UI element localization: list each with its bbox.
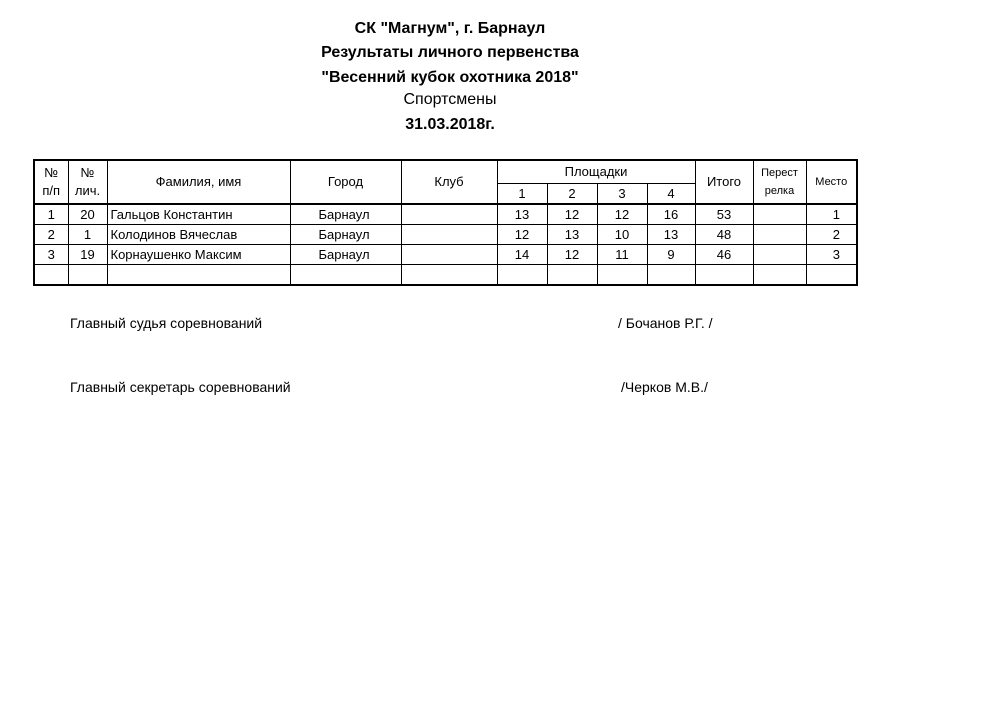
header-range-1: 1 bbox=[497, 184, 547, 205]
header-license bbox=[68, 160, 107, 204]
cell-range-1: 13 bbox=[497, 204, 547, 225]
cell-place: 1 bbox=[806, 204, 857, 225]
cell-total: 53 bbox=[695, 204, 753, 225]
cell-place: 3 bbox=[806, 245, 857, 265]
header-club: Клуб bbox=[401, 160, 497, 204]
results-title: Результаты личного первенства bbox=[321, 44, 579, 61]
cell-empty bbox=[497, 265, 547, 286]
table-row bbox=[34, 245, 857, 265]
cell-empty bbox=[597, 265, 647, 286]
table-row-empty bbox=[34, 265, 857, 286]
cell-range-4: 13 bbox=[647, 225, 695, 245]
header-city: Город bbox=[290, 160, 401, 204]
chief-secretary-name: /Черков М.В./ bbox=[621, 379, 708, 395]
cell-range-4: 9 bbox=[647, 245, 695, 265]
cell-empty bbox=[34, 265, 68, 286]
cell-club bbox=[401, 245, 497, 265]
header-ranges: Площадки bbox=[497, 160, 695, 184]
cell-range-3: 10 bbox=[597, 225, 647, 245]
header-range-2: 2 bbox=[547, 184, 597, 205]
cell-shootoff bbox=[753, 245, 806, 265]
cup-title: "Весенний кубок охотника 2018" bbox=[321, 69, 579, 86]
cell-empty bbox=[68, 265, 107, 286]
cell-empty bbox=[806, 265, 857, 286]
cell-range-4: 16 bbox=[647, 204, 695, 225]
results-table bbox=[33, 159, 858, 286]
cell-license: 20 bbox=[68, 204, 107, 225]
cell-range-2: 13 bbox=[547, 225, 597, 245]
cell-empty bbox=[647, 265, 695, 286]
cell-empty bbox=[547, 265, 597, 286]
cell-empty bbox=[107, 265, 290, 286]
cell-license: 1 bbox=[68, 225, 107, 245]
cell-place: 2 bbox=[806, 225, 857, 245]
cell-city: Барнаул bbox=[290, 245, 401, 265]
header-license-label: № лич. bbox=[74, 165, 101, 198]
category-title: Спортсмены bbox=[403, 91, 497, 108]
cell-range-3: 11 bbox=[597, 245, 647, 265]
org-title: СК "Магнум", г. Барнаул bbox=[354, 20, 546, 37]
cell-club bbox=[401, 225, 497, 245]
cell-total: 48 bbox=[695, 225, 753, 245]
cell-club bbox=[401, 204, 497, 225]
cell-shootoff bbox=[753, 204, 806, 225]
cell-empty bbox=[401, 265, 497, 286]
cell-name: Колодинов Вячеслав bbox=[107, 225, 290, 245]
chief-secretary-label: Главный секретарь соревнований bbox=[70, 379, 291, 395]
header-place: Место bbox=[806, 160, 857, 204]
cell-num: 2 bbox=[34, 225, 68, 245]
cell-range-3: 12 bbox=[597, 204, 647, 225]
cell-city: Барнаул bbox=[290, 225, 401, 245]
header-total: Итого bbox=[695, 160, 753, 204]
header-num-label: № п/п bbox=[42, 165, 61, 198]
header-shootoff: Перест релка bbox=[753, 160, 806, 204]
chief-judge-label: Главный судья соревнований bbox=[70, 315, 263, 331]
table-row bbox=[34, 204, 857, 225]
cell-range-2: 12 bbox=[547, 204, 597, 225]
cell-name: Корнаушенко Максим bbox=[107, 245, 290, 265]
header-range-4: 4 bbox=[647, 184, 695, 205]
cell-city: Барнаул bbox=[290, 204, 401, 225]
cell-license: 19 bbox=[68, 245, 107, 265]
chief-judge-name: / Бочанов Р.Г. / bbox=[618, 315, 713, 331]
header-range-3: 3 bbox=[597, 184, 647, 205]
event-date: 31.03.2018г. bbox=[405, 116, 495, 133]
cell-num: 3 bbox=[34, 245, 68, 265]
cell-empty bbox=[290, 265, 401, 286]
cell-empty bbox=[695, 265, 753, 286]
cell-name: Гальцов Константин bbox=[107, 204, 290, 225]
header-name: Фамилия, имя bbox=[107, 160, 290, 204]
cell-range-1: 12 bbox=[497, 225, 547, 245]
header-num bbox=[34, 160, 68, 204]
cell-empty bbox=[753, 265, 806, 286]
cell-total: 46 bbox=[695, 245, 753, 265]
cell-shootoff bbox=[753, 225, 806, 245]
table-row bbox=[34, 225, 857, 245]
cell-range-2: 12 bbox=[547, 245, 597, 265]
cell-num: 1 bbox=[34, 204, 68, 225]
cell-range-1: 14 bbox=[497, 245, 547, 265]
